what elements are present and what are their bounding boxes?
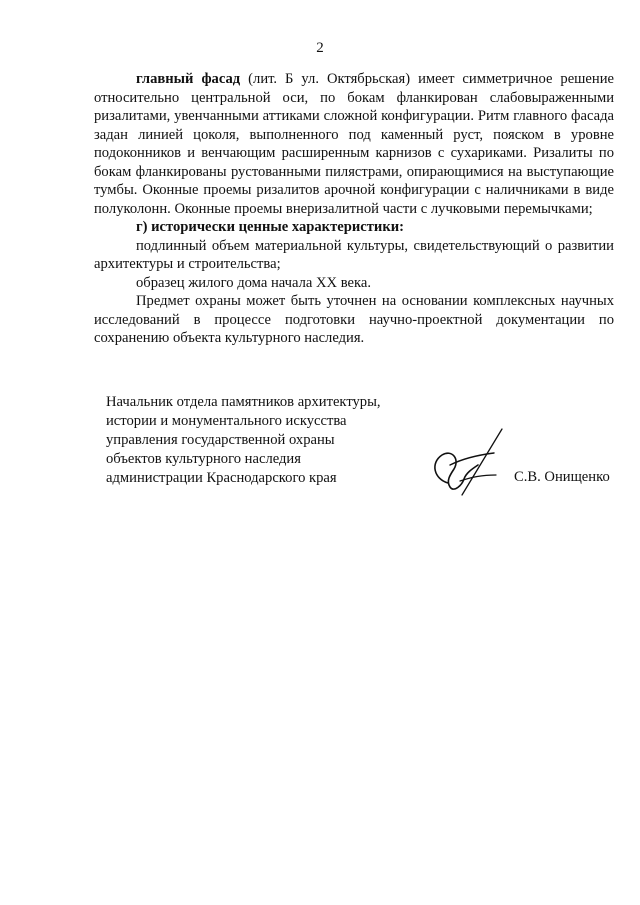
paragraph-building-sample: образец жилого дома начала XX века. (136, 274, 372, 291)
page-number: 2 (316, 40, 324, 56)
signatory-line: администрации Краснодарского края (106, 470, 337, 486)
heading-historic-characteristics: г) исторически ценные характеристики: (136, 219, 404, 235)
handwritten-signature (420, 425, 520, 505)
signatory-line: управления государственной охраны (106, 432, 335, 448)
paragraph-main-facade (94, 70, 614, 218)
signatory-name: С.В. Онищенко (514, 469, 610, 485)
document-body (94, 70, 614, 348)
signatory-title-block (106, 393, 381, 488)
paragraph-main-facade-text: (лит. Б ул. Октябрьская) имеет симметричное решение относительно центральной оси, по бокам фланкирован слабовыраженными ризалитами, увенчанными аттиками сложной конфигурации. Ритм главного фасада задан линией цоколя, выполненного под каменный руст, пояском в уровне подоконников и венчающим расширенным карнизов с сухариками. Ризалиты по бокам фланкированы рустованными пилястрами, опирающимися на выступающие тумбы. Оконные проемы ризалитов арочной конфигурации с наличниками в виде полуколонн. Оконные проемы внеризалитной части с лучковыми перемычками; (94, 71, 614, 217)
signatory-line: объектов культурного наследия (106, 451, 301, 467)
paragraph-cultural-volume: подлинный объем материальной культуры, свидетельствующий о развитии архитектуры и строительства; (94, 237, 614, 272)
paragraph-protection-subject: Предмет охраны может быть уточнен на основании комплексных научных исследований в процессе подготовки научно-проектной документации по сохранению объекта культурного наследия. (94, 293, 614, 346)
signatory-line: Начальник отдела памятников архитектуры, (106, 394, 381, 410)
signatory-line: истории и монументального искусства (106, 413, 347, 429)
term-main-facade: главный фасад (136, 71, 241, 87)
